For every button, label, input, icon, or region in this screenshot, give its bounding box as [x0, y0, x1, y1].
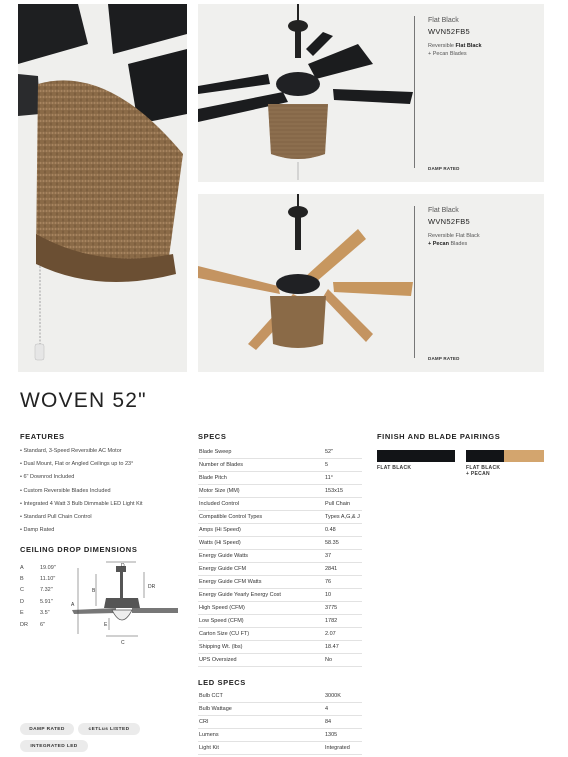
spec-value: Pull Chain — [325, 501, 351, 507]
drop-row: DR 6" — [20, 621, 46, 628]
spec-row — [198, 498, 362, 511]
spec-row — [198, 537, 362, 550]
spec-label: Watts (Hi Speed) — [199, 540, 241, 546]
ceiling-drop-heading: CEILING DROP DIMENSIONS — [20, 545, 138, 554]
spec-value: 1782 — [325, 618, 338, 624]
spec-row — [198, 729, 362, 742]
spec-label: Lumens — [199, 732, 219, 738]
led-specs-heading: LED SPECS — [198, 678, 246, 687]
integrated-led-badge: INTEGRATED LED — [20, 740, 88, 752]
spec-label: CRI — [199, 719, 209, 725]
spec-row — [198, 690, 362, 703]
damp-rated-label: DAMP RATED — [428, 166, 460, 171]
spec-row — [198, 446, 362, 459]
spec-value: 11° — [325, 475, 333, 481]
spec-value: 1305 — [325, 732, 338, 738]
spec-label: Bulb Wattage — [199, 706, 232, 712]
drop-row: B 11.10" — [20, 576, 56, 583]
specs-table — [198, 446, 362, 667]
specs-heading: SPECS — [198, 432, 227, 441]
finish-description: Reversible Flat Black + Pecan Blades — [428, 233, 480, 247]
panel-divider — [414, 16, 415, 168]
swatch-label: FLAT BLACK — [377, 465, 412, 471]
spec-value: 10 — [325, 592, 332, 598]
dim-label-dr: DR — [148, 584, 156, 590]
spec-value: 58.35 — [325, 540, 339, 546]
color-swatch-black — [466, 450, 504, 462]
spec-row — [198, 511, 362, 524]
spec-value: 76 — [325, 579, 332, 585]
spec-value: 2.07 — [325, 631, 336, 637]
spec-value: 2841 — [325, 566, 338, 572]
feature-item: • Standard, 3-Speed Reversible AC Motor — [20, 446, 190, 459]
spec-row — [198, 654, 362, 667]
spec-row — [198, 742, 362, 755]
spec-row — [198, 524, 362, 537]
spec-value: Types A,G,& J — [325, 514, 360, 520]
finish-name: Flat Black — [428, 17, 459, 24]
spec-value: 0.48 — [325, 527, 336, 533]
color-swatch-pecan — [504, 450, 544, 462]
spec-label: Carton Size (CU FT) — [199, 631, 250, 637]
spec-row — [198, 485, 362, 498]
spec-row — [198, 716, 362, 729]
feature-item: • Standard Pull Chain Control — [20, 512, 190, 525]
spec-row — [198, 550, 362, 563]
swatch-flat-black — [377, 450, 455, 471]
spec-row — [198, 628, 362, 641]
spec-label: Energy Guide Yearly Energy Cost — [199, 592, 281, 598]
spec-label: Energy Guide CFM Watts — [199, 579, 262, 585]
spec-label: Low Speed (CFM) — [199, 618, 244, 624]
cetlus-listed-badge: cETLus LISTED — [78, 723, 140, 735]
swatch-label: FLAT BLACK + PECAN — [466, 465, 501, 477]
product-closeup-photo — [18, 4, 187, 372]
spec-label: Blade Pitch — [199, 475, 227, 481]
spec-row — [198, 563, 362, 576]
product-title: WOVEN 52" — [20, 389, 147, 412]
color-swatch — [377, 450, 455, 462]
spec-value: 3775 — [325, 605, 338, 611]
spec-row — [198, 602, 362, 615]
drop-row: E 3.5" — [20, 610, 50, 617]
dim-label-c: C — [121, 640, 125, 646]
spec-label: Blade Sweep — [199, 449, 232, 455]
fan-illustration — [198, 194, 544, 372]
spec-row — [198, 459, 362, 472]
sku-number: WVN52FB5 — [428, 217, 470, 226]
spec-label: Energy Guide CFM — [199, 566, 247, 572]
spec-row — [198, 576, 362, 589]
feature-item: • Integrated 4 Watt 3 Bulb Dimmable LED Light Kit — [20, 499, 190, 512]
spec-value: 37 — [325, 553, 332, 559]
spec-value: 84 — [325, 719, 332, 725]
drop-row: A 19.09" — [20, 564, 56, 571]
spec-value: 4 — [325, 706, 329, 712]
spec-label: Energy Guide Watts — [199, 553, 249, 559]
spec-value: No — [325, 657, 333, 663]
panel-divider — [414, 206, 415, 358]
spec-row — [198, 703, 362, 716]
sku-number: WVN52FB5 — [428, 27, 470, 36]
damp-rated-label: DAMP RATED — [428, 356, 460, 361]
product-panel-pecan-blades — [198, 194, 544, 372]
spec-value: Integrated — [325, 745, 350, 751]
feature-item: • Damp Rated — [20, 525, 190, 538]
spec-value: 153x15 — [325, 488, 344, 494]
led-specs-table — [198, 690, 362, 755]
dim-label-e: E — [104, 622, 108, 628]
feature-item: • Custom Reversible Blades Included — [20, 486, 190, 499]
spec-row — [198, 589, 362, 602]
spec-label: Motor Size (MM) — [199, 488, 240, 494]
drop-row: C 7.32" — [20, 587, 53, 594]
swatch-flat-black-pecan — [466, 450, 544, 477]
finish-name: Flat Black — [428, 207, 459, 214]
spec-value: 5 — [325, 462, 329, 468]
ceiling-drop-diagram — [66, 558, 186, 648]
pairings-heading: FINISH AND BLADE PAIRINGS — [377, 432, 501, 441]
spec-label: Shipping Wt. (lbs) — [199, 644, 243, 650]
feature-item: • Dual Mount, Flat or Angled Ceilings up to 23° — [20, 459, 190, 472]
feature-item: • 6" Downrod Included — [20, 472, 190, 485]
spec-row — [198, 615, 362, 628]
damp-rated-badge: DAMP RATED — [20, 723, 74, 735]
spec-value: 3000K — [325, 693, 341, 699]
spec-label: Number of Blades — [199, 462, 244, 468]
fan-illustration — [198, 4, 544, 182]
finish-description: Reversible Flat Black + Pecan Blades — [428, 43, 482, 57]
spec-label: Amps (Hi Speed) — [199, 527, 241, 533]
spec-row — [198, 641, 362, 654]
spec-value: 52" — [325, 449, 334, 455]
dim-label-a: A — [71, 602, 75, 608]
product-panel-black-blades — [198, 4, 544, 182]
features-list — [20, 446, 190, 538]
dim-label-d: D — [121, 563, 125, 569]
features-heading: FEATURES — [20, 432, 65, 441]
spec-label: Included Control — [199, 501, 240, 507]
dim-label-b: B — [92, 588, 96, 594]
drop-row: D 5.91" — [20, 598, 53, 605]
spec-label: High Speed (CFM) — [199, 605, 245, 611]
spec-label: Light Kit — [199, 745, 219, 751]
spec-label: UPS Oversized — [199, 657, 237, 663]
spec-value: 18.47 — [325, 644, 339, 650]
spec-row — [198, 472, 362, 485]
spec-label: Bulb CCT — [199, 693, 223, 699]
spec-label: Compatible Control Types — [199, 514, 263, 520]
